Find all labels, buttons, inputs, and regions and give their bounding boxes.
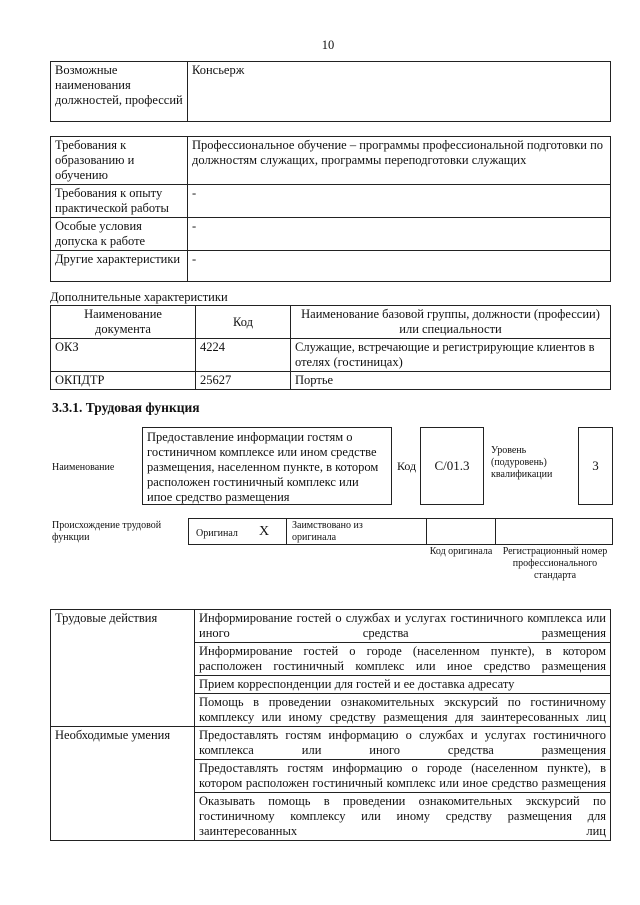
page-number: 10: [321, 38, 335, 52]
additional-header-code: Код: [196, 306, 291, 339]
additional-table: [50, 305, 611, 390]
duties-table: [50, 609, 611, 841]
requirement-value: -: [188, 218, 611, 251]
skill-item: Предоставлять гостям информацию о городе (населенном пункте), в котором расположен гостиничный комплекс или иное средство размещения: [195, 760, 611, 793]
origin-original-mark: X: [259, 524, 270, 539]
positions-label: Возможные наименования должностей, профессий: [51, 62, 188, 122]
additional-cell: ОКПДТР: [51, 372, 196, 390]
function-code-value: С/01.3: [434, 458, 470, 473]
section-heading: 3.3.1. Трудовая функция: [52, 400, 200, 415]
skill-item: Предоставлять гостям информацию о службах и услугах гостиничного комплекса или иного средства размещения: [195, 727, 611, 760]
requirement-label: Особые условия допуска к работе: [51, 218, 188, 251]
duties-label: Трудовые действия: [51, 610, 195, 727]
additional-cell: 25627: [196, 372, 291, 390]
additional-cell: 4224: [196, 339, 291, 372]
requirement-value: -: [188, 251, 611, 282]
duty-item: Информирование гостей о службах и услугах гостиничного комплекса или иного средства размещения: [195, 610, 611, 643]
function-level-label: Уровень (подуровень) квалификации: [491, 445, 553, 480]
origin-reg-caption: Регистрационный номер профессионального стандарта: [502, 546, 608, 581]
additional-cell: ОКЗ: [51, 339, 196, 372]
origin-original-label: Оригинал: [196, 528, 238, 539]
duty-item: Помощь в проведении ознакомительных экскурсий по гостиничному комплексу или иному средству размещения для заинтересованных лиц: [195, 694, 611, 727]
requirement-value: -: [188, 185, 611, 218]
requirement-label: Требования к образованию и обучению: [51, 137, 188, 185]
function-code-box: [420, 427, 484, 505]
additional-header-doc: Наименование документа: [51, 306, 196, 339]
skill-item: Оказывать помощь в проведении ознакомительных экскурсий по гостиничному комплексу или иному средству размещения для заинтересованных лиц: [195, 793, 611, 841]
additional-header-name: Наименование базовой группы, должности (профессии) или специальности: [291, 306, 611, 339]
function-name-box: [142, 427, 392, 505]
function-level-box: [578, 427, 613, 505]
origin-code-cell: [426, 518, 496, 545]
requirements-table: [50, 136, 611, 282]
origin-code-caption: Код оригинала: [429, 546, 493, 557]
function-name-label: Наименование: [52, 462, 115, 473]
additional-title: Дополнительные характеристики: [50, 290, 228, 304]
duty-item: Информирование гостей о городе (населенном пункте), в котором расположен гостиничный комплекс или иное средство размещения: [195, 643, 611, 676]
additional-cell: Служащие, встречающие и регистрирующие клиентов в отелях (гостиницах): [291, 339, 611, 372]
requirement-label: Требования к опыту практической работы: [51, 185, 188, 218]
requirement-label: Другие характеристики: [51, 251, 188, 282]
duty-item: Прием корреспонденции для гостей и ее доставка адресату: [195, 676, 611, 694]
positions-value: Консьерж: [188, 62, 611, 122]
skills-label: Необходимые умения: [51, 727, 195, 841]
positions-table: [50, 61, 611, 122]
function-level-value: 3: [592, 458, 599, 473]
additional-cell: Портье: [291, 372, 611, 390]
origin-borrowed-label: Заимствовано из оригинала: [292, 520, 363, 543]
function-code-label: Код: [397, 459, 417, 473]
function-name-value: Предоставление информации гостям о гостиничном комплексе или ином средстве размещения, населенном пункте, в котором расположен гостиничный комплекс или ипое средство размещения: [147, 430, 379, 504]
origin-label: Происхождение трудовой функции: [52, 520, 162, 543]
requirement-value: Профессиональное обучение – программы профессиональной подготовки по должностям служащих, программы переподготовки служащих: [188, 137, 611, 185]
